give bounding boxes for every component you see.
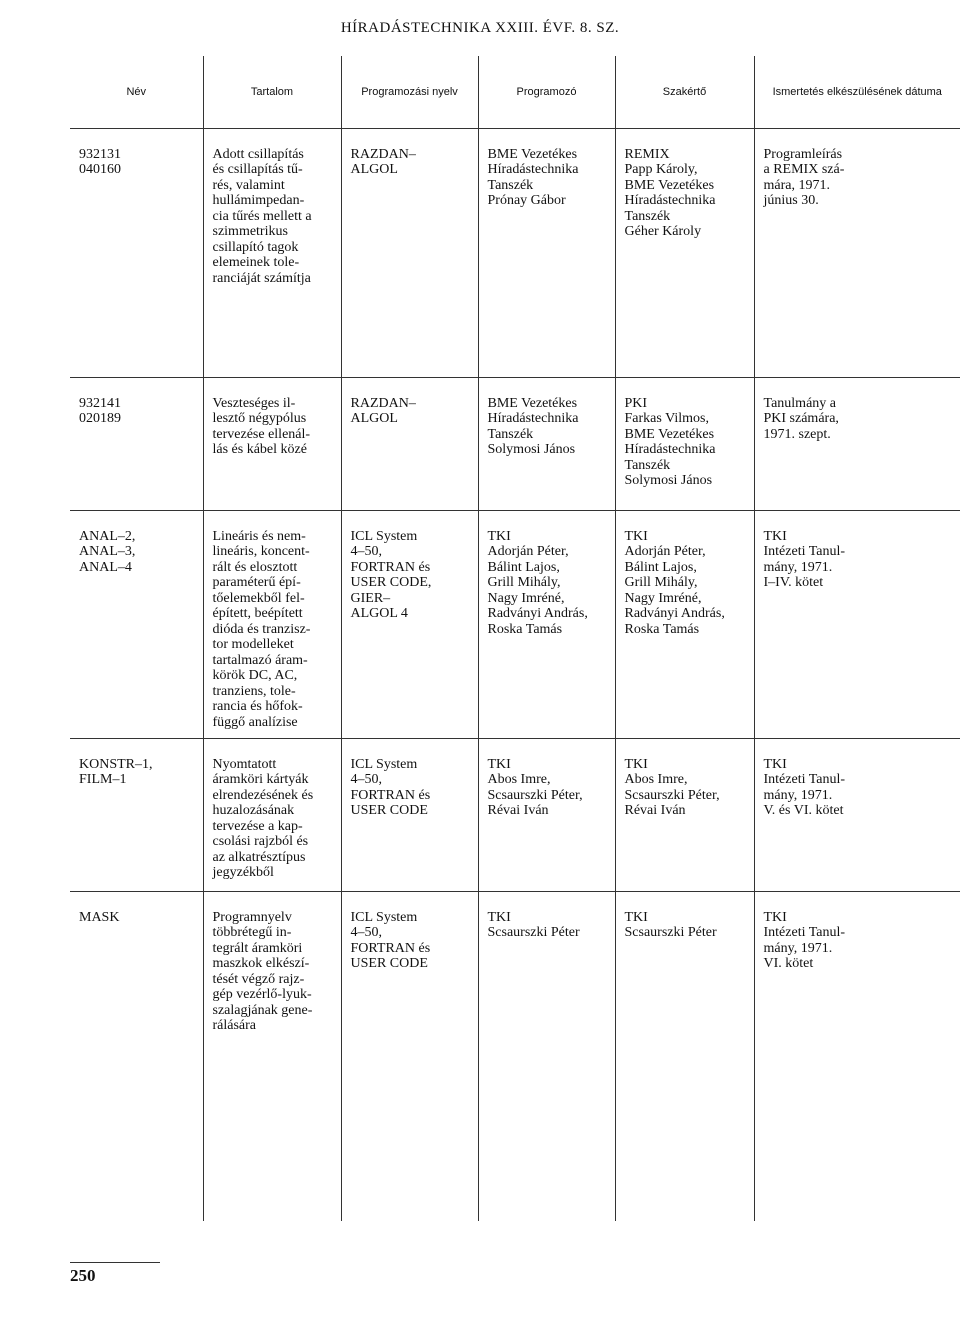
cell-programozasi-nyelv: RAZDAN– ALGOL <box>341 128 478 377</box>
cell-tartalom: Lineáris és nem- lineáris, koncent- rált és elosztott paraméterű épí- tőelemekből fel- épített, beépített dióda és tranzisz- tor modelleket tartalmazó áram- körök DC, AC, tranziens, tole- rancia és hőfok- függő analízise <box>203 510 341 738</box>
table-header-row <box>70 56 960 128</box>
cell-szakerto: TKI Abos Imre, Scsaurszki Péter, Révai Iván <box>615 738 754 891</box>
cell-datum: Programleírás a REMIX szá- mára, 1971. június 30. <box>754 128 960 377</box>
cell-datum: TKI Intézeti Tanul- mány, 1971. VI. kötet <box>754 891 960 1221</box>
cell-nev: KONSTR–1, FILM–1 <box>79 756 153 787</box>
column-header-programozo: Programozó <box>478 56 615 128</box>
table-row <box>70 377 960 510</box>
cell-tartalom: Adott csillapítás és csillapítás tű- rés, valamint hullámimpedan- cia tűrés mellett a szimmetrikus csillapító tagok elemeinek tole- ranciáját számítja <box>203 128 341 377</box>
cell-programozo: TKI Abos Imre, Scsaurszki Péter, Révai Iván <box>478 738 615 891</box>
cell-nev: MASK <box>79 909 120 925</box>
cell-programozasi-nyelv: ICL System 4–50, FORTRAN és USER CODE <box>341 891 478 1221</box>
cell-datum: Tanulmány a PKI számára, 1971. szept. <box>754 377 960 510</box>
cell-szakerto: TKI Adorján Péter, Bálint Lajos, Grill Mihály, Nagy Imréné, Radványi András, Roska Tamás <box>615 510 754 738</box>
cell-programozasi-nyelv: RAZDAN– ALGOL <box>341 377 478 510</box>
cell-nev: 932131 040160 <box>79 146 121 177</box>
cell-tartalom: Veszteséges il- lesztő négypólus tervezése ellenál- lás és kábel közé <box>203 377 341 510</box>
cell-nev: 932141 020189 <box>79 395 121 426</box>
column-header-programozasi-nyelv: Programozási nyelv <box>341 56 478 128</box>
cell-datum: TKI Intézeti Tanul- mány, 1971. I–IV. kötet <box>754 510 960 738</box>
cell-programozo: BME Vezetékes Híradástechnika Tanszék Solymosi János <box>478 377 615 510</box>
cell-tartalom: Nyomtatott áramköri kártyák elrendezésének és huzalozásának tervezése a kap- csolási rajzból és az alkatrésztípus jegyzékből <box>203 738 341 891</box>
cell-programozo: BME Vezetékes Híradástechnika Tanszék Prónay Gábor <box>478 128 615 377</box>
running-header: HÍRADÁSTECHNIKA XXIII. ÉVF. 8. SZ. <box>340 20 620 36</box>
cell-tartalom: Programnyelv többrétegű in- tegrált áramköri maszkok elkészí- tését végző rajz- gép vezérlő-lyuk- szalagjának gene- rálására <box>203 891 341 1221</box>
cell-programozo: TKI Scsaurszki Péter <box>478 891 615 1221</box>
cell-programozasi-nyelv: ICL System 4–50, FORTRAN és USER CODE <box>341 738 478 891</box>
page-number: 250 <box>70 1262 160 1286</box>
column-header-szakerto: Szakértő <box>615 56 754 128</box>
cell-programozasi-nyelv: ICL System 4–50, FORTRAN és USER CODE, GIER– ALGOL 4 <box>341 510 478 738</box>
column-header-ismertetes-datuma: Ismertetés elkészülésének dátuma <box>754 56 960 128</box>
cell-nev: ANAL–2, ANAL–3, ANAL–4 <box>79 528 136 575</box>
cell-datum: TKI Intézeti Tanul- mány, 1971. V. és VI. kötet <box>754 738 960 891</box>
cell-programozo: TKI Adorján Péter, Bálint Lajos, Grill Mihály, Nagy Imréné, Radványi András, Roska Tamás <box>478 510 615 738</box>
table-row <box>70 891 960 1221</box>
cell-szakerto: REMIX Papp Károly, BME Vezetékes Híradástechnika Tanszék Géher Károly <box>615 128 754 377</box>
cell-szakerto: PKI Farkas Vilmos, BME Vezetékes Híradástechnika Tanszék Solymosi János <box>615 377 754 510</box>
table-row <box>70 510 960 738</box>
table-row <box>70 738 960 891</box>
column-header-tartalom: Tartalom <box>203 56 341 128</box>
column-header-nev: Név <box>126 85 147 98</box>
program-catalog-table <box>70 56 960 1221</box>
cell-szakerto: TKI Scsaurszki Péter <box>615 891 754 1221</box>
table-row <box>70 128 960 377</box>
